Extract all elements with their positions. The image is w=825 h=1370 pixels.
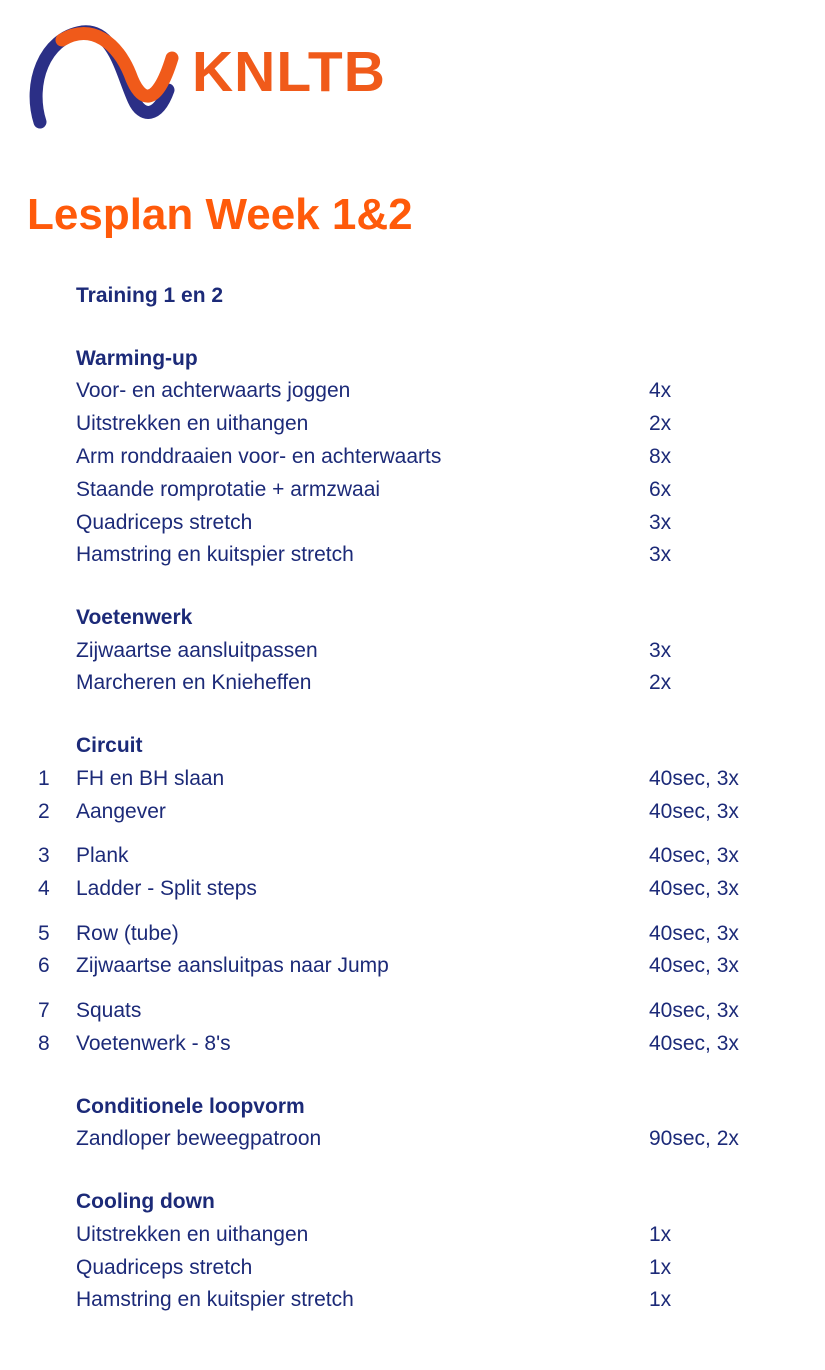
training-title: Training 1 en 2 <box>76 284 224 307</box>
knltb-swoosh-icon <box>22 14 182 134</box>
item-label: Uitstrekken en uithangen <box>76 412 309 435</box>
logo-text: KNLTB <box>192 40 386 104</box>
item-value: 1x <box>649 1223 672 1246</box>
item-label: Marcheren en Knieheffen <box>76 671 312 694</box>
section-heading-voetenwerk: Voetenwerk <box>76 606 193 629</box>
list-item <box>0 444 825 470</box>
item-label: Staande romprotatie + armzwaai <box>76 478 381 501</box>
item-label: Voetenwerk - 8's <box>76 1032 231 1055</box>
item-label: Row (tube) <box>76 922 179 945</box>
list-item <box>0 378 825 404</box>
list-item <box>0 799 825 825</box>
item-value: 3x <box>649 511 672 534</box>
item-label: Quadriceps stretch <box>76 511 253 534</box>
knltb-logo <box>22 14 402 134</box>
list-item <box>0 411 825 437</box>
item-value: 40sec, 3x <box>649 767 739 790</box>
list-item <box>0 1255 825 1281</box>
item-value: 40sec, 3x <box>649 1032 739 1055</box>
item-value: 90sec, 2x <box>649 1127 739 1150</box>
item-value: 4x <box>649 379 672 402</box>
item-label: Quadriceps stretch <box>76 1256 253 1279</box>
list-item <box>0 921 825 947</box>
list-item <box>0 1287 825 1313</box>
item-value: 8x <box>649 445 672 468</box>
item-value: 40sec, 3x <box>649 877 739 900</box>
item-number: 5 <box>38 922 50 945</box>
item-label: Voor- en achterwaarts joggen <box>76 379 351 402</box>
item-value: 2x <box>649 671 672 694</box>
item-value: 40sec, 3x <box>649 999 739 1022</box>
item-value: 3x <box>649 639 672 662</box>
item-value: 3x <box>649 543 672 566</box>
item-value: 6x <box>649 478 672 501</box>
item-label: Plank <box>76 844 129 867</box>
section-heading-warmup: Warming-up <box>76 347 198 370</box>
list-item <box>0 998 825 1024</box>
item-value: 40sec, 3x <box>649 954 739 977</box>
section-heading-cooldown: Cooling down <box>76 1190 215 1213</box>
list-item <box>0 876 825 902</box>
page-title: Lesplan Week 1&2 <box>27 190 413 239</box>
item-label: Ladder - Split steps <box>76 877 257 900</box>
list-item <box>0 1126 825 1152</box>
item-value: 40sec, 3x <box>649 922 739 945</box>
item-label: Zandloper beweegpatroon <box>76 1127 322 1150</box>
section-heading-circuit: Circuit <box>76 734 143 757</box>
item-number: 4 <box>38 877 50 900</box>
list-item <box>0 1031 825 1057</box>
item-value: 40sec, 3x <box>649 844 739 867</box>
item-number: 8 <box>38 1032 50 1055</box>
item-number: 3 <box>38 844 50 867</box>
section-heading-conditioneel: Conditionele loopvorm <box>76 1095 305 1118</box>
item-label: Aangever <box>76 800 166 823</box>
list-item <box>0 542 825 568</box>
item-label: Hamstring en kuitspier stretch <box>76 1288 354 1311</box>
item-value: 1x <box>649 1288 672 1311</box>
item-number: 1 <box>38 767 50 790</box>
list-item <box>0 510 825 536</box>
list-item <box>0 670 825 696</box>
list-item <box>0 1222 825 1248</box>
item-label: FH en BH slaan <box>76 767 225 790</box>
list-item <box>0 638 825 664</box>
item-number: 2 <box>38 800 50 823</box>
item-label: Hamstring en kuitspier stretch <box>76 543 354 566</box>
item-label: Uitstrekken en uithangen <box>76 1223 309 1246</box>
item-value: 1x <box>649 1256 672 1279</box>
item-number: 7 <box>38 999 50 1022</box>
item-label: Arm ronddraaien voor- en achterwaarts <box>76 445 442 468</box>
item-value: 40sec, 3x <box>649 800 739 823</box>
item-value: 2x <box>649 412 672 435</box>
item-label: Squats <box>76 999 142 1022</box>
item-label: Zijwaartse aansluitpassen <box>76 639 318 662</box>
list-item <box>0 477 825 503</box>
list-item <box>0 953 825 979</box>
list-item <box>0 843 825 869</box>
item-label: Zijwaartse aansluitpas naar Jump <box>76 954 389 977</box>
item-number: 6 <box>38 954 50 977</box>
list-item <box>0 766 825 792</box>
